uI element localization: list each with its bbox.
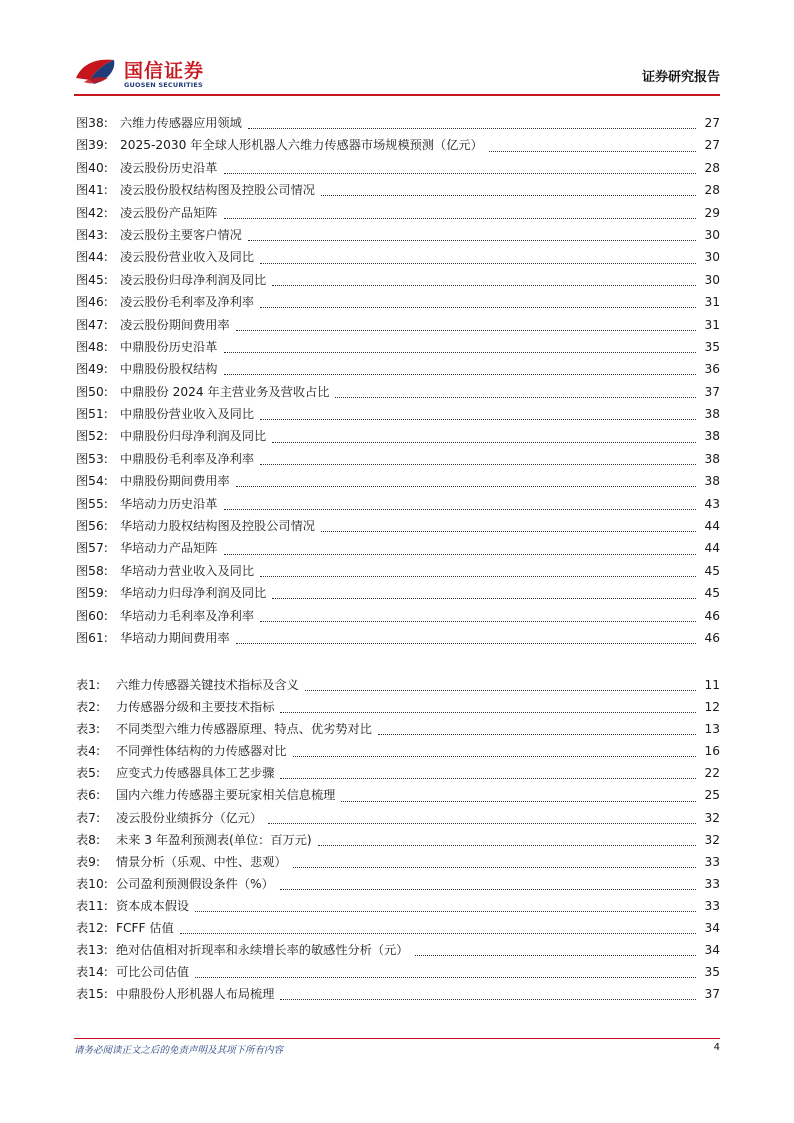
toc-entry-label: 图59: [76,586,108,601]
toc-entry-label: 表14: [76,965,108,980]
toc-entry-title: 2025-2030 年全球人形机器人六维力传感器市场规模预测（亿元） [120,138,483,153]
toc-entry-page: 38 [704,474,720,489]
toc-entry-label: 表8: [76,832,101,847]
guosen-logo [74,52,234,92]
toc-entry-page: 30 [704,272,720,287]
toc-entry-page: 13 [704,722,720,737]
toc-entry-title: 中鼎股份归母净利润及同比 [120,429,267,444]
toc-entry-label: 图49: [76,362,108,377]
figure-toc-entry[interactable] [76,381,720,403]
toc-dot-leader [415,954,697,956]
toc-dot-leader [260,620,696,622]
report-type-label: 证券研究报告 [641,70,720,85]
toc-entry-page: 35 [704,339,720,354]
toc-entry-page: 11 [704,678,720,692]
toc-dot-leader [236,485,696,487]
toc-dot-leader [248,127,696,129]
logo-text-cn: 国信证券 [124,60,205,82]
figure-toc-entry[interactable] [76,314,720,336]
toc-dot-leader [293,755,696,757]
toc-entry-label: 图40: [76,160,108,175]
toc-entry-label: 图56: [76,519,108,534]
table-list [76,674,720,1005]
toc-entry-label: 图55: [76,496,108,511]
toc-entry-title: 华培动力股权结构图及控股公司情况 [120,519,315,534]
toc-dot-leader [318,844,696,846]
toc-dot-leader [260,463,696,465]
toc-entry-title: 六维力传感器关键技术指标及含义 [116,678,299,692]
toc-entry-label: 图53: [76,451,108,466]
toc-entry-label: 图39: [76,138,108,153]
figure-toc-entry[interactable] [76,336,720,358]
page-header [74,50,720,92]
toc-entry-label: 表13: [76,943,108,958]
toc-entry-page: 28 [704,160,720,175]
figure-list [76,112,720,649]
toc-entry-page: 29 [704,205,720,220]
toc-dot-leader [260,306,696,308]
figure-toc-entry[interactable] [76,470,720,492]
figure-toc-entry[interactable] [76,448,720,470]
toc-entry-page: 35 [704,965,720,980]
toc-entry-title: 凌云股份主要客户情况 [120,227,242,242]
toc-entry-label: 表10: [76,876,108,891]
toc-dot-leader [260,575,696,577]
toc-entry-page: 34 [704,943,720,958]
toc-dot-leader [260,418,696,420]
toc-entry-title: 凌云股份营业收入及同比 [120,250,255,265]
toc-entry-title: 应变式力传感器具体工艺步骤 [116,766,275,781]
table-toc-entry[interactable] [76,674,720,696]
table-toc-entry[interactable] [76,917,720,939]
table-toc-entry[interactable] [76,696,720,718]
toc-entry-label: 图60: [76,608,108,623]
toc-entry-title: 中鼎股份股权结构 [120,362,218,377]
toc-entry-page: 36 [704,362,720,377]
toc-dot-leader [341,800,696,802]
toc-entry-label: 表3: [76,722,101,737]
toc-dot-leader [236,329,696,331]
toc-dot-leader [280,777,696,779]
table-toc-entry[interactable] [76,718,720,740]
toc-entry-title: 中鼎股份 2024 年主营业务及营收占比 [120,384,330,399]
toc-entry-title: 中鼎股份毛利率及净利率 [120,451,255,466]
figure-toc-entry[interactable] [76,425,720,447]
toc-entry-page: 33 [704,854,720,869]
toc-entry-title: 不同弹性体结构的力传感器对比 [116,744,287,759]
toc-entry-page: 22 [704,766,720,781]
figure-toc-entry[interactable] [76,157,720,179]
toc-entry-label: 表6: [76,788,101,803]
toc-entry-page: 30 [704,250,720,265]
toc-entry-page: 46 [704,608,720,623]
figure-toc-entry[interactable] [76,179,720,201]
toc-entry-title: 凌云股份期间费用率 [120,317,230,332]
figure-toc-entry[interactable] [76,224,720,246]
toc-dot-leader [280,711,696,713]
toc-entry-label: 图42: [76,205,108,220]
toc-entry-page: 46 [704,630,720,645]
toc-entry-title: 绝对估值相对折现率和永续增长率的敏感性分析（元） [116,943,409,958]
figure-toc-entry[interactable] [76,358,720,380]
toc-dot-leader [272,597,696,599]
toc-entry-label: 表12: [76,921,108,936]
figure-toc-entry[interactable] [76,291,720,313]
table-toc-entry[interactable] [76,762,720,784]
toc-entry-page: 37 [704,987,720,1002]
toc-entry-page: 45 [704,563,720,578]
toc-entry-title: 凌云股份历史沿革 [120,160,218,175]
toc-dot-leader [224,508,697,510]
figure-toc-entry[interactable] [76,246,720,268]
toc-entry-label: 表5: [76,766,101,781]
toc-entry-page: 16 [704,744,720,759]
toc-entry-title: 国内六维力传感器主要玩家相关信息梳理 [116,788,336,803]
toc-entry-label: 图50: [76,384,108,399]
figure-toc-entry[interactable] [76,537,720,559]
toc-entry-label: 图44: [76,250,108,265]
toc-dot-leader [335,396,696,398]
toc-dot-leader [378,733,696,735]
toc-entry-page: 32 [704,832,720,847]
toc-dot-leader [321,194,696,196]
toc-entry-page: 12 [704,700,720,715]
toc-dot-leader [224,351,697,353]
toc-entry-page: 37 [704,384,720,399]
toc-entry-label: 图61: [76,630,108,645]
table-toc-entry[interactable] [76,873,720,895]
toc-entry-title: 华培动力归母净利润及同比 [120,586,267,601]
toc-entry-label: 图46: [76,295,108,310]
toc-entry-label: 表7: [76,810,101,825]
toc-entry-label: 图57: [76,541,108,556]
table-toc-entry[interactable] [76,895,720,917]
toc-entry-label: 图41: [76,183,108,198]
toc-entry-label: 表4: [76,744,101,759]
toc-entry-title: 公司盈利预测假设条件（%） [116,876,274,891]
toc-entry-title: 凌云股份毛利率及净利率 [120,295,255,310]
table-toc-entry[interactable] [76,939,720,961]
toc-entry-page: 25 [704,788,720,803]
toc-entry-label: 表2: [76,700,101,715]
toc-entry-label: 图47: [76,317,108,332]
toc-entry-page: 34 [704,921,720,936]
figure-toc-entry[interactable] [76,112,720,134]
table-toc-entry[interactable] [76,784,720,806]
toc-entry-page: 33 [704,898,720,913]
toc-entry-title: 力传感器分级和主要技术指标 [116,700,275,715]
toc-dot-leader [224,553,697,555]
toc-entry-page: 31 [704,317,720,332]
figure-toc-entry[interactable] [76,269,720,291]
toc-entry-title: 六维力传感器应用领域 [120,116,242,130]
toc-dot-leader [195,910,696,912]
figure-toc-entry[interactable] [76,134,720,156]
toc-entry-page: 38 [704,407,720,422]
footer-disclaimer: 请务必阅读正文之后的免责声明及其项下所有内容 [74,1045,284,1056]
toc-entry-title: 中鼎股份营业收入及同比 [120,407,255,422]
toc-entry-title: 不同类型六维力传感器原理、特点、优劣势对比 [116,722,372,737]
toc-dot-leader [195,976,696,978]
figure-toc-entry[interactable] [76,493,720,515]
toc-entry-title: 华培动力期间费用率 [120,630,230,645]
toc-entry-title: 凌云股份归母净利润及同比 [120,272,267,287]
toc-entry-title: 华培动力历史沿革 [120,496,218,511]
toc-entry-title: 资本成本假设 [116,898,190,913]
toc-dot-leader [268,822,696,824]
toc-entry-label: 图43: [76,227,108,242]
toc-entry-page: 27 [704,116,720,130]
toc-dot-leader [224,217,697,219]
toc-entry-page: 44 [704,519,720,534]
figure-toc-entry[interactable] [76,515,720,537]
toc-dot-leader [180,932,696,934]
toc-entry-title: 中鼎股份历史沿革 [120,339,218,354]
toc-dot-leader [248,239,696,241]
toc-entry-page: 38 [704,429,720,444]
guosen-logo-icon [74,56,120,86]
toc-entry-title: 华培动力产品矩阵 [120,541,218,556]
toc-entry-page: 28 [704,183,720,198]
table-toc-entry[interactable] [76,983,720,1005]
page-number: 4 [713,1042,720,1053]
toc-entry-title: 中鼎股份人形机器人布局梳理 [116,987,275,1002]
toc-entry-title: 凌云股份业绩拆分（亿元） [116,810,263,825]
toc-dot-leader [236,642,696,644]
toc-dot-leader [272,284,696,286]
toc-entry-page: 30 [704,227,720,242]
figure-toc-entry[interactable] [76,560,720,582]
toc-dot-leader [280,998,696,1000]
toc-entry-title: 可比公司估值 [116,965,190,980]
toc-entry-page: 32 [704,810,720,825]
toc-dot-leader [224,172,697,174]
header-divider [74,94,720,96]
toc-entry-title: 凌云股份产品矩阵 [120,205,218,220]
table-toc-entry[interactable] [76,829,720,851]
toc-dot-leader [489,150,696,152]
toc-dot-leader [224,373,697,375]
table-toc-entry[interactable] [76,851,720,873]
toc-entry-page: 27 [704,138,720,153]
toc-entry-label: 图48: [76,339,108,354]
toc-entry-label: 表11: [76,898,108,913]
toc-entry-page: 31 [704,295,720,310]
toc-entry-label: 表15: [76,987,108,1002]
footer-divider [74,1038,720,1039]
toc-entry-label: 图38: [76,116,108,130]
toc-entry-label: 图51: [76,407,108,422]
figure-toc-entry[interactable] [76,627,720,649]
toc-dot-leader [293,866,696,868]
toc-dot-leader [321,530,696,532]
toc-entry-label: 图45: [76,272,108,287]
toc-entry-page: 38 [704,451,720,466]
toc-entry-title: 中鼎股份期间费用率 [120,474,230,489]
figure-toc-entry[interactable] [76,403,720,425]
table-toc-entry[interactable] [76,807,720,829]
toc-entry-label: 表9: [76,854,101,869]
figure-toc-entry[interactable] [76,202,720,224]
toc-entry-page: 43 [704,496,720,511]
table-toc-entry[interactable] [76,740,720,762]
toc-dot-leader [280,888,696,890]
toc-dot-leader [305,689,696,691]
toc-entry-label: 表1: [76,678,101,692]
toc-entry-label: 图58: [76,563,108,578]
toc-entry-title: 华培动力毛利率及净利率 [120,608,255,623]
table-toc-entry[interactable] [76,961,720,983]
logo-text-en: GUOSEN SECURITIES [124,81,203,89]
toc-dot-leader [260,262,696,264]
toc-entry-label: 图54: [76,474,108,489]
toc-entry-page: 44 [704,541,720,556]
figure-toc-entry[interactable] [76,605,720,627]
figure-toc-entry[interactable] [76,582,720,604]
toc-entry-title: FCFF 估值 [116,921,174,936]
toc-entry-page: 45 [704,586,720,601]
toc-entry-title: 未来 3 年盈利预测表(单位：百万元) [116,832,312,847]
toc-entry-label: 图52: [76,429,108,444]
toc-entry-title: 华培动力营业收入及同比 [120,563,255,578]
toc-entry-title: 情景分析（乐观、中性、悲观） [116,854,287,869]
toc-entry-page: 33 [704,876,720,891]
toc-dot-leader [272,441,696,443]
toc-entry-title: 凌云股份股权结构图及控股公司情况 [120,183,315,198]
